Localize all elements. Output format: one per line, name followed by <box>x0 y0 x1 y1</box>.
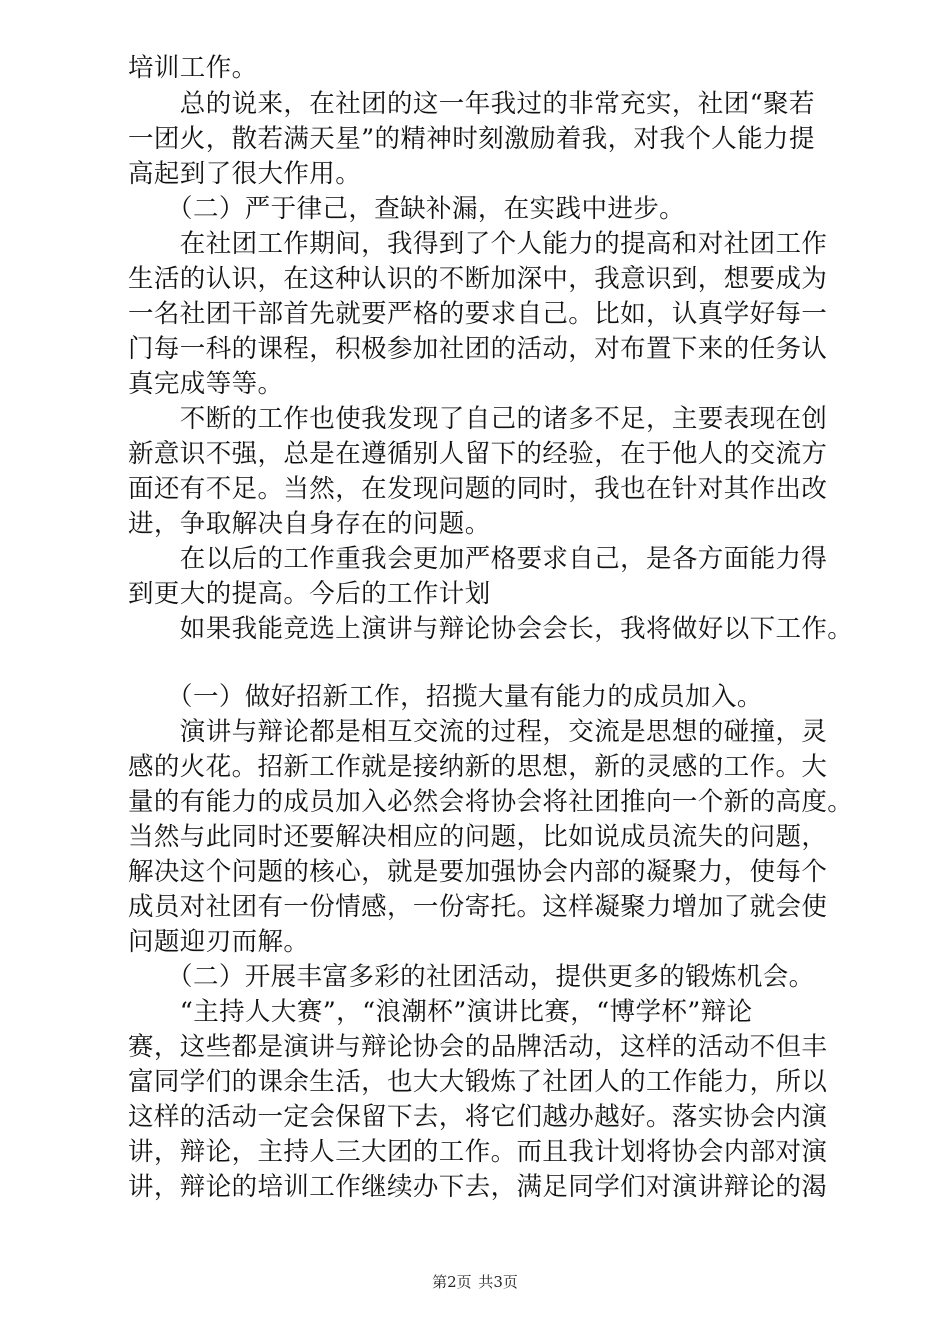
text-line: 在社团工作期间，我得到了个人能力的提高和对社团工作 <box>128 229 828 259</box>
text-line: 解决这个问题的核心，就是要加强协会内部的凝聚力，使每个 <box>128 857 828 887</box>
section-heading: （一）做好招新工作，招揽大量有能力的成员加入。 <box>128 682 763 712</box>
text-line: 真完成等等。 <box>128 369 284 399</box>
text-line: 富同学们的课余生活，也大大锻炼了社团人的工作能力，所以 <box>128 1067 828 1097</box>
section-heading: （二）开展丰富多彩的社团活动，提供更多的锻炼机会。 <box>128 962 815 992</box>
text-line: 演讲与辩论都是相互交流的过程，交流是思想的碰撞，灵 <box>128 717 828 747</box>
text-line: 总的说来，在社团的这一年我过的非常充实，社团“聚若 <box>128 89 815 119</box>
text-line: 感的火花。招新工作就是接纳新的思想，新的灵感的工作。大 <box>128 752 828 782</box>
text-line: 高起到了很大作用。 <box>128 159 362 189</box>
page-number: 第2页 <box>432 1273 472 1291</box>
text-line: 成员对社团有一份情感，一份寄托。这样凝聚力增加了就会使 <box>128 892 828 922</box>
text-line: 量的有能力的成员加入必然会将协会将社团推向一个新的高度。 <box>128 787 854 817</box>
page-footer <box>0 1272 950 1292</box>
section-heading: （二）严于律己，查缺补漏，在实践中进步。 <box>128 194 686 224</box>
page-total: 共3页 <box>478 1273 518 1291</box>
text-line: 不断的工作也使我发现了自己的诸多不足，主要表现在创 <box>128 404 828 434</box>
text-line: 新意识不强，总是在遵循别人留下的经验，在于他人的交流方 <box>128 439 828 469</box>
text-line: 这样的活动一定会保留下去，将它们越办越好。落实协会内演 <box>128 1102 828 1132</box>
text-line: 赛，这些都是演讲与辩论协会的品牌活动，这样的活动不但丰 <box>128 1032 828 1062</box>
text-line: 进，争取解决自身存在的问题。 <box>128 509 491 539</box>
text-line: 如果我能竞选上演讲与辩论协会会长，我将做好以下工作。 <box>128 614 854 644</box>
text-line: 当然与此同时还要解决相应的问题，比如说成员流失的问题， <box>128 822 828 852</box>
text-line: 到更大的提高。今后的工作计划 <box>128 579 491 609</box>
text-line: 在以后的工作重我会更加严格要求自己，是各方面能力得 <box>128 544 828 574</box>
text-line: “主持人大赛”，“浪潮杯”演讲比赛，“博学杯”辩论 <box>128 997 753 1027</box>
text-line: 面还有不足。当然，在发现问题的同时，我也在针对其作出改 <box>128 474 828 504</box>
text-line: 一团火，散若满天星”的精神时刻激励着我，对我个人能力提 <box>128 124 815 154</box>
text-line: 培训工作。 <box>128 53 258 83</box>
text-line: 一名社团干部首先就要严格的要求自己。比如，认真学好每一 <box>128 299 828 329</box>
text-line: 问题迎刃而解。 <box>128 927 310 957</box>
text-line: 讲，辩论，主持人三大团的工作。而且我计划将协会内部对演 <box>128 1137 828 1167</box>
text-line: 讲，辩论的培训工作继续办下去，满足同学们对演讲辩论的渴 <box>128 1172 828 1202</box>
text-line: 生活的认识，在这种认识的不断加深中，我意识到，想要成为 <box>128 264 828 294</box>
text-line: 门每一科的课程，积极参加社团的活动，对布置下来的任务认 <box>128 334 828 364</box>
